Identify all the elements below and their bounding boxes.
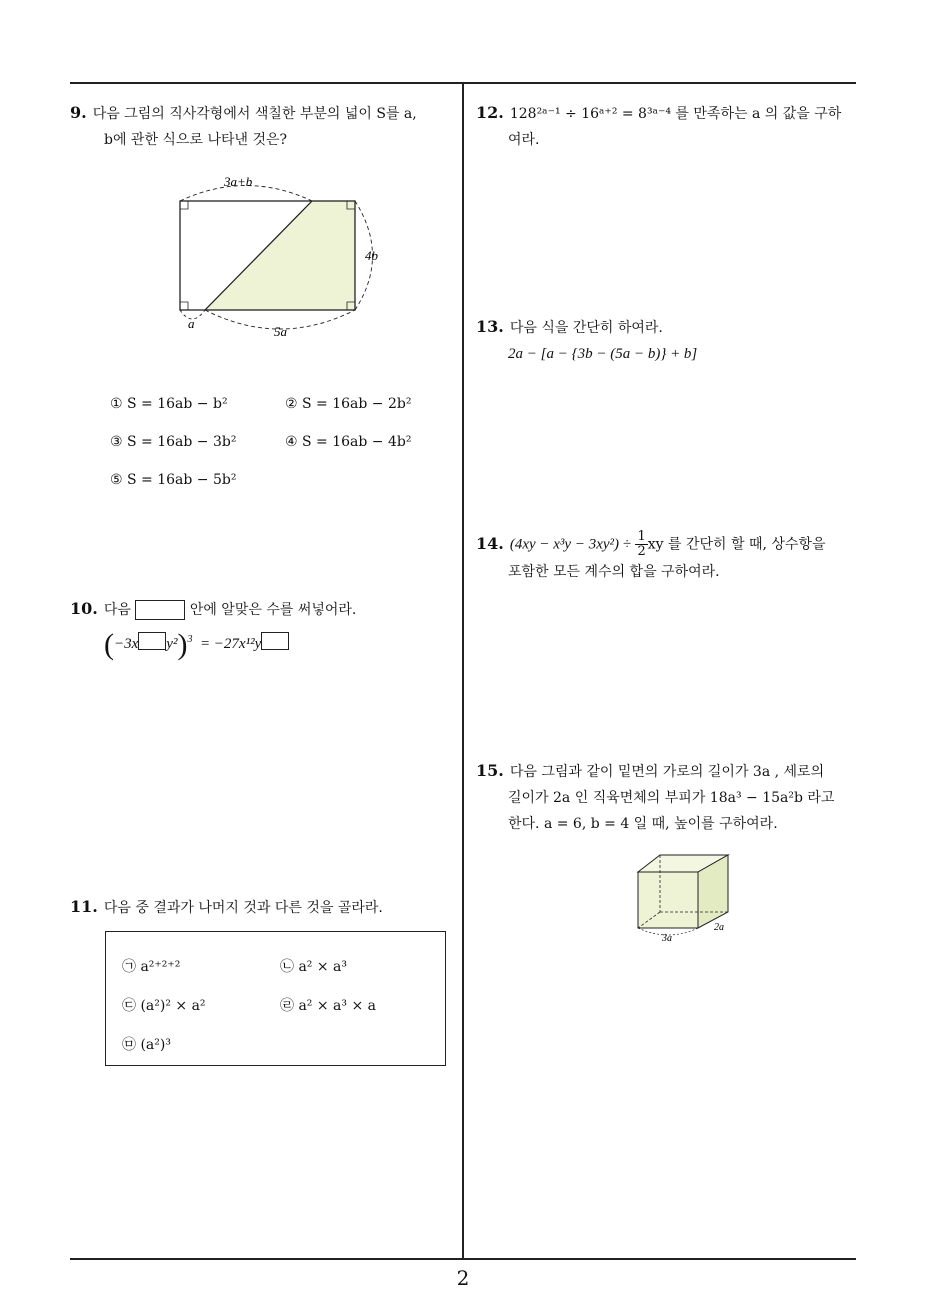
question-13	[476, 314, 861, 367]
q9-choice-2: ② S = 16ab − 2b²	[285, 396, 412, 412]
question-text-line2: 여라.	[508, 132, 540, 148]
label-bottom: 5a	[274, 324, 287, 339]
frac-den: 2	[637, 544, 646, 559]
question-number: 13.	[476, 317, 504, 336]
question-10	[70, 596, 460, 623]
q11-choice-5: ㉤ (a²)³	[122, 1037, 171, 1053]
question-number: 9.	[70, 103, 87, 122]
question-text-line1: 다음 그림과 같이 밑면의 가로의 길이가 3a , 세로의	[509, 764, 825, 780]
expr-power: 3	[187, 634, 193, 645]
question-12	[476, 100, 861, 153]
label-left-bottom: a	[188, 316, 195, 331]
cuboid-figure	[630, 850, 740, 945]
question-14	[476, 530, 861, 585]
blank-box-2	[261, 632, 289, 650]
question-number: 12.	[476, 103, 504, 122]
q11-choice-1: ㉠ a²⁺²⁺²	[122, 959, 181, 975]
question-tail: xy 를 간단히 할 때, 상수항을	[647, 536, 826, 553]
question-text-post: 안에 알맞은 수를 써넣어라.	[189, 602, 357, 618]
label-front: 3a	[662, 933, 672, 944]
q11-choice-4: ㉣ a² × a³ × a	[280, 998, 376, 1014]
shaded-trapezoid	[205, 201, 355, 310]
expr-mid: y²	[166, 636, 178, 652]
label-right: 4b	[365, 248, 378, 263]
q9-choice-4: ④ S = 16ab − 4b²	[285, 434, 412, 450]
question-text-line2: 포함한 모든 계수의 합을 구하여라.	[508, 564, 720, 580]
label-side: 2a	[714, 922, 724, 933]
question-text-line1: 128²ᵃ⁻¹ ÷ 16ᵃ⁺² = 8³ᵃ⁻⁴ 를 만족하는 a 의 값을 구하	[509, 106, 842, 122]
question-15	[476, 758, 861, 837]
page-number: 2	[456, 1266, 470, 1290]
question-11	[70, 894, 460, 921]
question-9	[70, 100, 460, 153]
question-number: 14.	[476, 533, 504, 553]
question-text: 다음 식을 간단히 하여라.	[509, 320, 663, 336]
question-text-line1: 다음 그림의 직사각형에서 색칠한 부분의 넓이 S를 a,	[92, 106, 417, 122]
q11-choice-2: ㉡ a² × a³	[280, 959, 347, 975]
q11-choice-3: ㉢ (a²)² × a²	[122, 998, 206, 1014]
question-number: 11.	[70, 897, 98, 916]
question-text-line2: b에 관한 식으로 나타낸 것은?	[104, 132, 288, 148]
fraction	[635, 530, 647, 559]
bottom-rule	[70, 1258, 856, 1260]
question-text-pre: 다음	[103, 602, 131, 618]
blank-box-1	[138, 632, 166, 650]
question-text: 다음 중 결과가 나머지 것과 다른 것을 골라라.	[103, 900, 383, 916]
q9-choice-3: ③ S = 16ab − 3b²	[110, 434, 237, 450]
expr-right: = −27x¹²y	[199, 636, 262, 652]
expr: (4xy − x³y − 3xy²) ÷	[509, 536, 632, 553]
question-text-line2: 길이가 2a 인 직육면체의 부피가 18a³ − 15a²b 라고	[508, 790, 835, 806]
question-number: 15.	[476, 761, 504, 780]
question-number: 10.	[70, 599, 98, 618]
label-top: 3a+b	[224, 174, 253, 189]
rectangle-figure	[160, 168, 400, 348]
q9-choice-1: ① S = 16ab − b²	[110, 396, 228, 412]
q10-expression: (−3x y²)$^3$ = −27x¹²y	[104, 628, 289, 662]
q9-choice-5: ⑤ S = 16ab − 5b²	[110, 472, 237, 488]
question-expression: 2a − [a − {3b − (5a − b)} + b]	[508, 346, 698, 362]
expr-left: −3x	[114, 636, 139, 652]
column-divider	[462, 82, 464, 1259]
answer-box-sample	[135, 600, 185, 620]
question-text-line3: 한다. a = 6, b = 4 일 때, 높이를 구하여라.	[508, 816, 778, 832]
frac-num: 1	[637, 529, 646, 544]
